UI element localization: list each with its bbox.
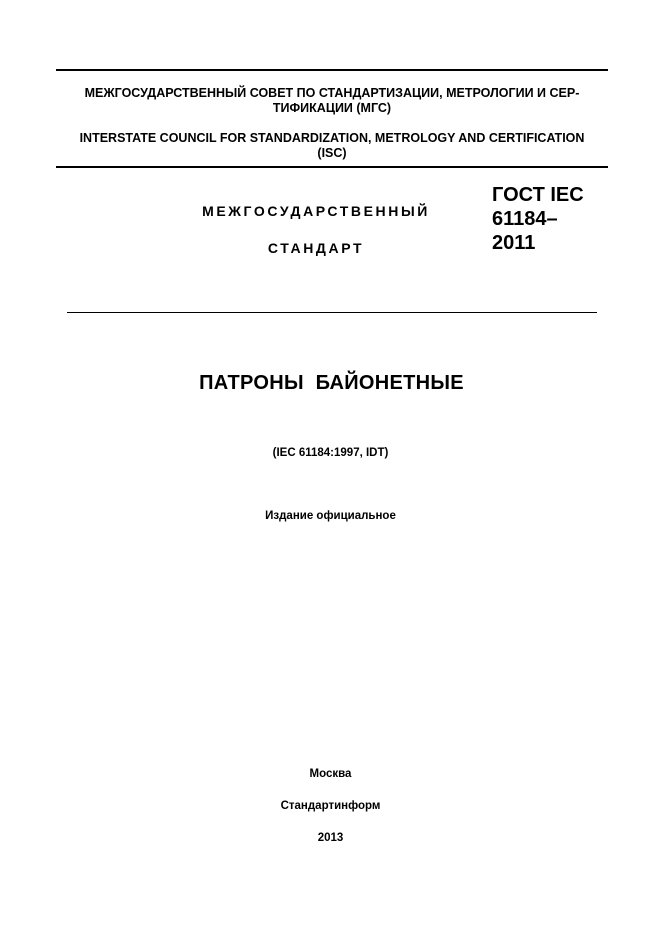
iec-reference: (IEC 61184:1997, IDT) [272, 447, 389, 459]
council-name-ru [50, 86, 614, 116]
standard-type-line1: МЕЖГОСУДАРСТВЕННЫЙ [202, 203, 430, 219]
designation-line2: 61184– [492, 208, 558, 230]
council-name-ru-line1: МЕЖГОСУДАРСТВЕННЫЙ СОВЕТ ПО СТАНДАРТИЗАЦИИ, МЕТРОЛОГИИ И СЕР- [84, 86, 580, 100]
designation-line1: ГОСТ IEC [492, 184, 584, 206]
designation-line3: 2011 [492, 232, 536, 254]
imprint-city: Москва [309, 768, 352, 780]
title-block-rule [67, 312, 597, 313]
top-rule [56, 69, 608, 71]
council-name-en-line2: (ISC) [317, 146, 347, 160]
edition-note: Издание официальное [265, 510, 396, 522]
standard-designation [492, 183, 632, 255]
council-name-en-line1: INTERSTATE COUNCIL FOR STANDARDIZATION, METROLOGY AND CERTIFICATION [79, 131, 585, 145]
imprint-year: 2013 [317, 832, 344, 844]
imprint-publisher: Стандартинформ [280, 800, 381, 812]
standard-type-line2: СТАНДАРТ [267, 240, 365, 256]
council-name-en [50, 131, 614, 161]
header-rule [56, 166, 608, 168]
council-name-ru-line2: ТИФИКАЦИИ (МГС) [272, 101, 392, 115]
document-title: ПАТРОНЫ БАЙОНЕТНЫЕ [199, 372, 464, 394]
